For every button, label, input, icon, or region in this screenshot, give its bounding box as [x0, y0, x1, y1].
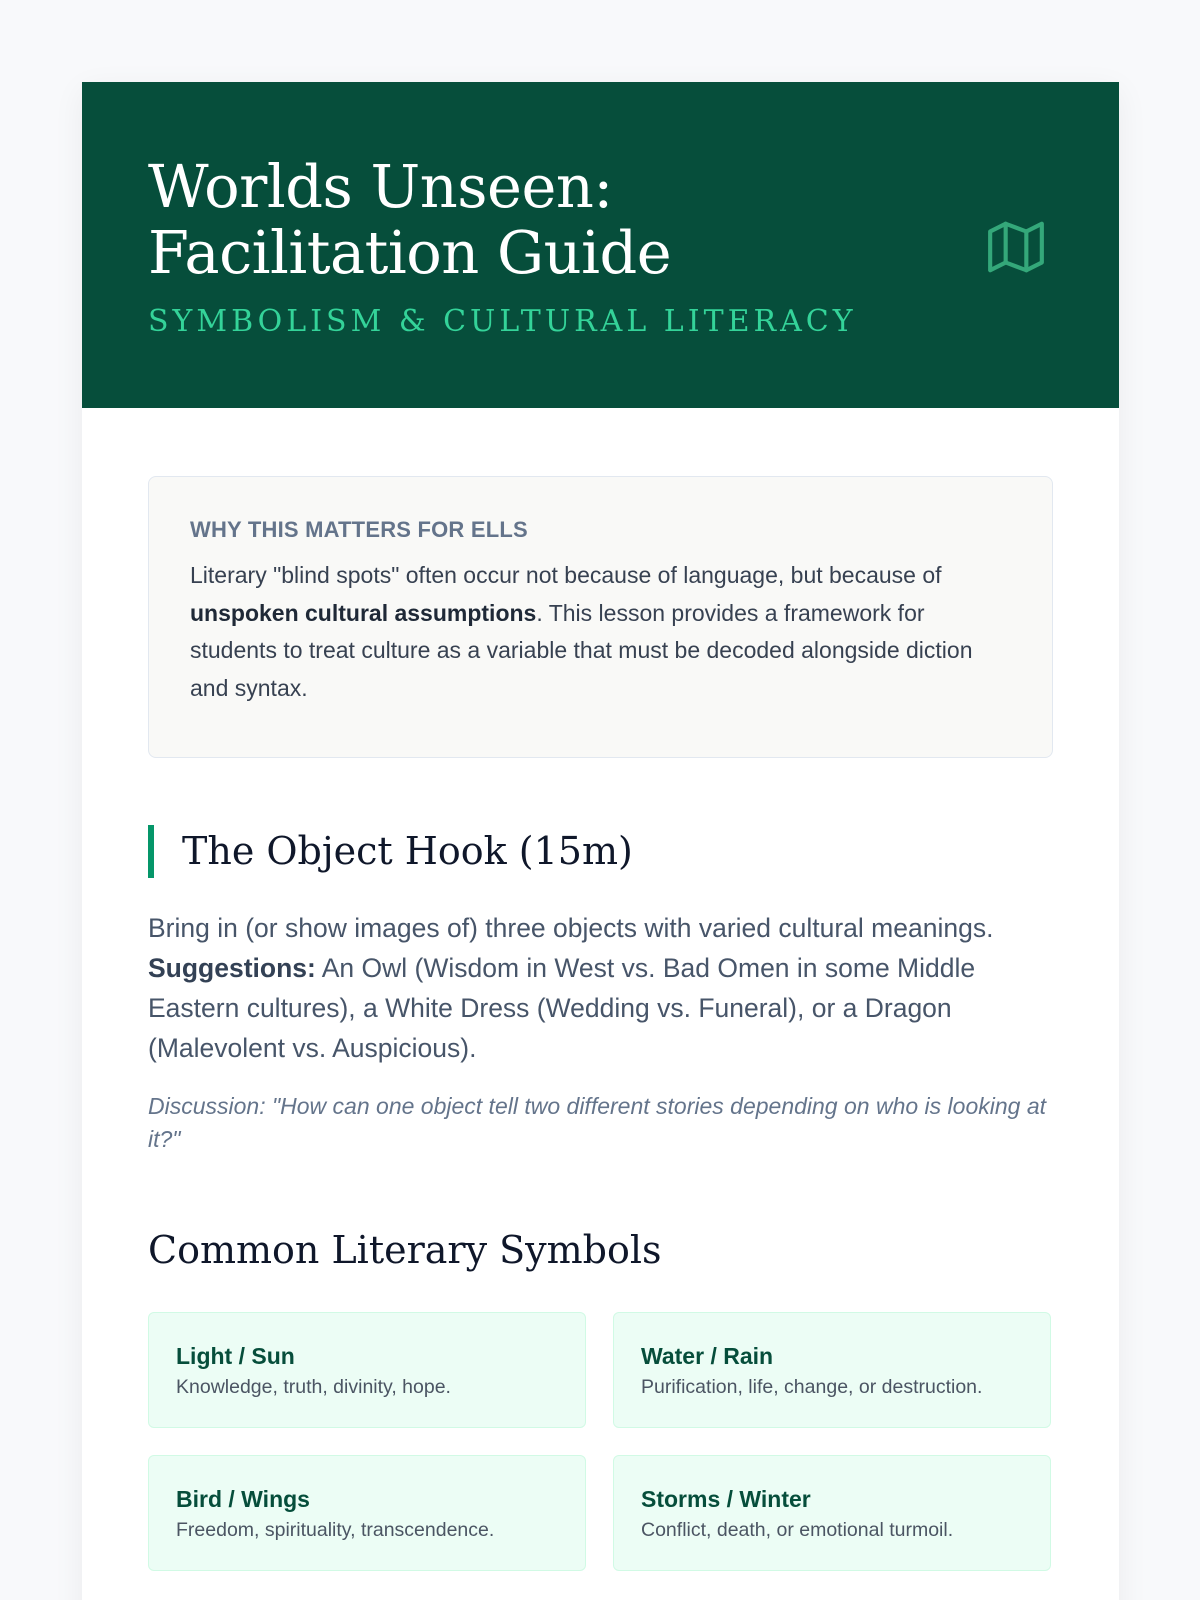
symbol-name: Bird / Wings: [176, 1486, 310, 1512]
guide-card: [82, 82, 1119, 1600]
symbol-name: Storms / Winter: [641, 1486, 811, 1512]
object-hook-body: [148, 908, 1053, 1068]
symbol-card: [613, 1312, 1051, 1428]
symbol-meaning: Purification, life, change, or destruction.: [641, 1376, 983, 1398]
symbol-name: Water / Rain: [641, 1343, 774, 1369]
why-it-matters-callout: [148, 476, 1053, 758]
accent-bar: [148, 825, 154, 878]
symbol-meaning: Freedom, spirituality, transcendence.: [176, 1519, 495, 1541]
callout-heading: WHY THIS MATTERS FOR ELLS: [190, 517, 528, 542]
callout-text-emphasis: unspoken cultural assumptions: [190, 599, 537, 626]
symbol-meaning: Knowledge, truth, divinity, hope.: [176, 1376, 451, 1398]
page-subtitle: SYMBOLISM & CULTURAL LITERACY: [148, 304, 857, 339]
symbol-name: Light / Sun: [176, 1343, 295, 1369]
object-hook-title: The Object Hook (15m): [182, 829, 633, 873]
page-title: Worlds Unseen: Facilitation Guide: [148, 152, 672, 287]
callout-text-start: Literary "blind spots" often occur not because of language, but because of: [190, 562, 942, 588]
symbols-grid: [148, 1312, 1053, 1571]
symbol-card: [148, 1312, 586, 1428]
map-icon: [985, 216, 1047, 278]
object-hook-heading: [148, 824, 1053, 878]
callout-text: [190, 557, 1012, 707]
symbols-title: Common Literary Symbols: [148, 1228, 662, 1272]
guide-content: [82, 408, 1119, 1571]
object-hook-intro: Bring in (or show images of) three objects with varied cultural meanings.: [148, 913, 994, 943]
symbol-card: [613, 1455, 1051, 1571]
symbol-meaning: Conflict, death, or emotional turmoil.: [641, 1519, 954, 1541]
callout-text-end: . This lesson provides a framework for students to treat culture as a variable that must be decoded alongside diction and syntax.: [190, 599, 973, 701]
suggestions-text: An Owl (Wisdom in West vs. Bad Omen in some Middle Eastern cultures), a White Dress (Wedding vs. Funeral), or a Dragon (Malevolent vs. Auspicious).: [148, 953, 976, 1063]
suggestions-label: Suggestions:: [148, 953, 316, 983]
guide-header: [82, 82, 1119, 408]
symbol-card: [148, 1455, 586, 1571]
discussion-prompt: Discussion: "How can one object tell two different stories depending on who is looking at it?": [148, 1093, 1046, 1152]
